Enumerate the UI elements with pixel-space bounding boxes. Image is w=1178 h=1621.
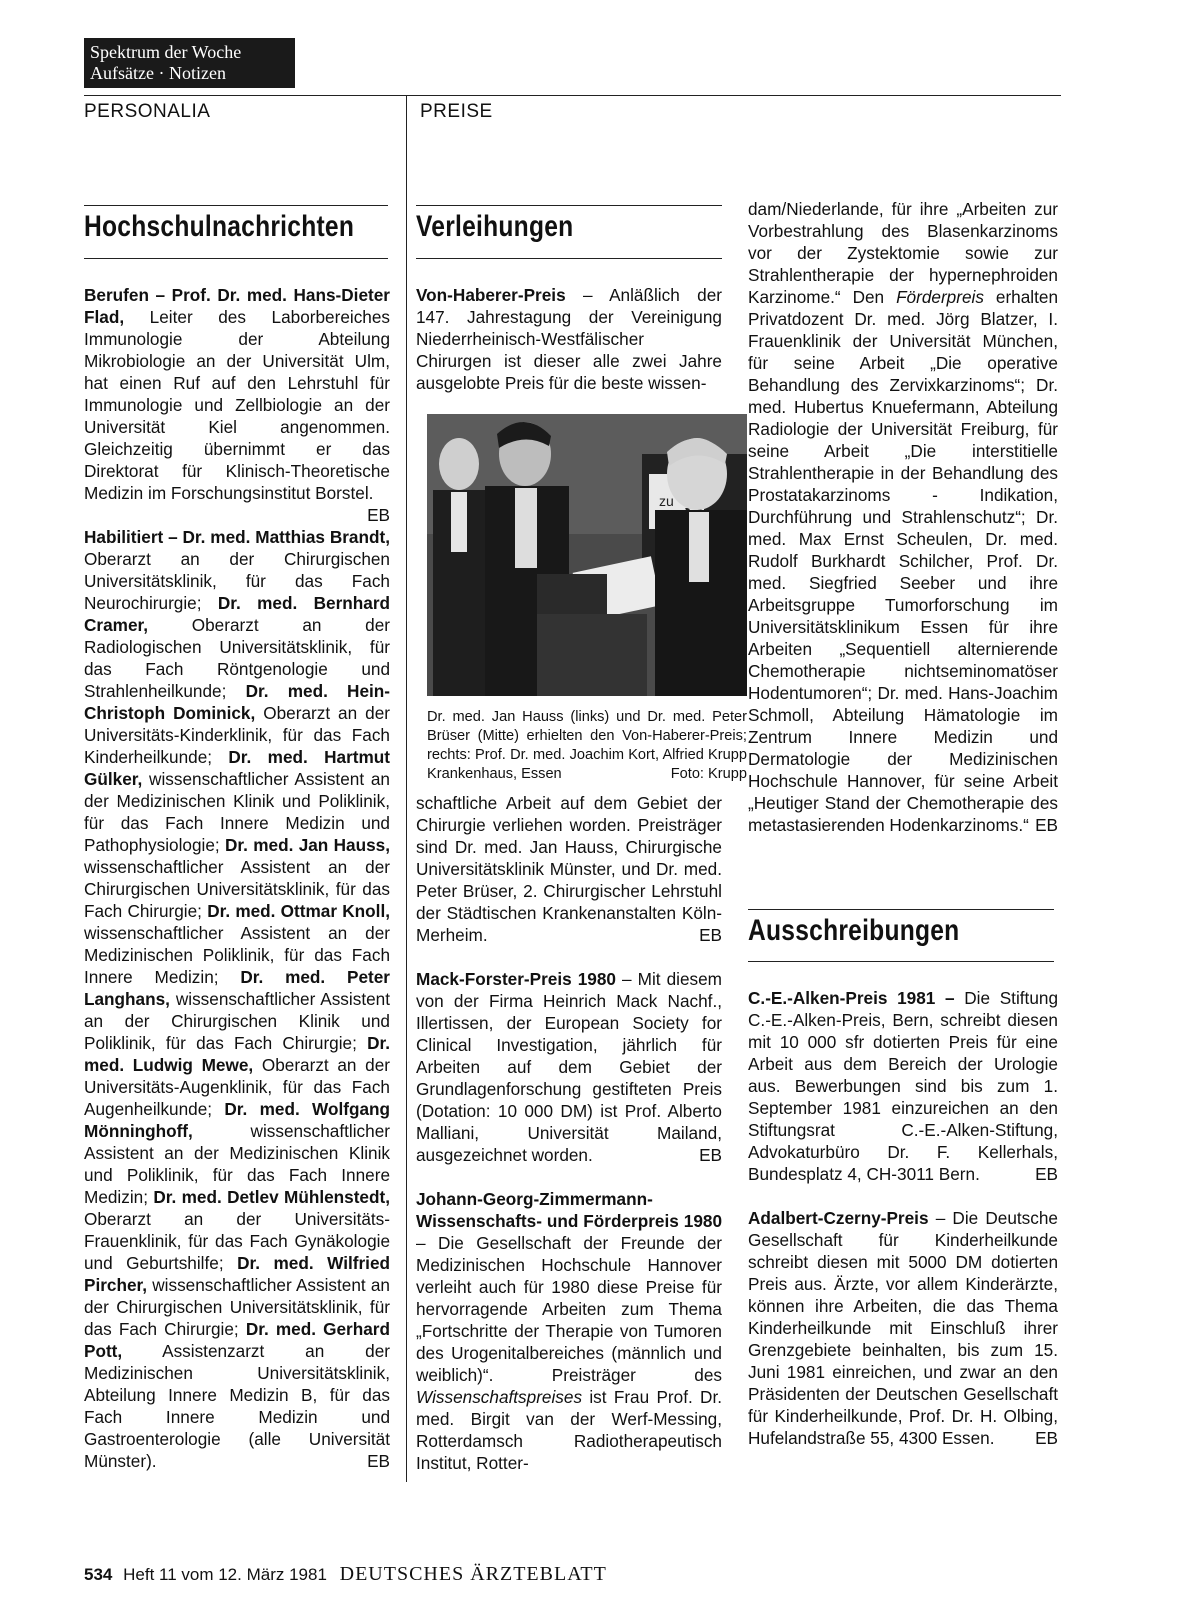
section-label-personalia: PERSONALIA xyxy=(84,101,211,122)
article-berufen xyxy=(84,284,390,525)
body-text: wissenschaftlicher Assistent an der Medizinischen Poliklinik, für das Fach Innere Medizin; xyxy=(84,923,390,987)
header-line-2: Aufsätze · Notizen xyxy=(90,63,226,83)
name-bold: Dr. med. Peter Langhans, xyxy=(84,967,390,1009)
article-body: – Mit diesem von der Firma Heinrich Mack Nachf., Illertissen, der European Society for Clinical Investigation, jährlich für Arbeiten auf dem Gebiet der Grundlagenforschung gestifteten Preis (Dotation: 10 000 DM) ist Prof. Alberto Malliani, Universität Mailand, ausgezeichnet worden. xyxy=(416,969,722,1165)
name-bold: Habilitiert – Dr. med. Matthias Brandt, xyxy=(84,527,390,547)
name-bold: Dr. med. Detlev Mühlenstedt, xyxy=(153,1187,390,1207)
article-alken-preis xyxy=(748,987,1058,1185)
name-bold: Dr. med. Wilfried Pircher, xyxy=(84,1253,390,1295)
caption-text: Dr. med. Jan Hauss (links) und Dr. med. Peter Brüser (Mitte) erhielten den Von-Haberer-Preis; rechts: Prof. Dr. med. Joachim Kort, Alfried Krupp Krankenhaus, Essen xyxy=(427,709,747,782)
body-text: Assistenzarzt an der Medizinischen Universitätsklinik, Abteilung Innere Medizin B, für das Fach Innere Medizin und Gastroenterologie (alle Universität Münster). xyxy=(84,1341,390,1471)
photo-credit: Foto: Krupp xyxy=(670,766,747,782)
body-text: Oberarzt an der Chirurgischen Universitätsklinik, für das Fach Neurochirurgie; xyxy=(84,549,390,613)
rule xyxy=(84,205,388,206)
rule xyxy=(416,258,722,259)
name-bold: Dr. med. Hartmut Gülker, xyxy=(84,747,390,789)
article-body: Die Stiftung C.-E.-Alken-Preis, Bern, schreibt diesen mit 10 000 sfr dotierten Preis für eine Arbeit aus dem Bereich der Urologie aus. Bewerbungen sind bis zum 1. September 1981 einzureichen an den Stiftungsrat C.-E.-Alken-Stiftung, Advokaturbüro Dr. F. Kellerhals, Bundesplatz 4, CH-3011 Bern. xyxy=(748,988,1059,1184)
body-text: wissenschaftlicher Assistent an der Chirurgischen Universitätsklinik, für das Fach Chirurgie; xyxy=(84,857,390,921)
section-title-verleihungen: Verleihungen xyxy=(416,210,574,243)
section-title-ausschreibungen: Ausschreibungen xyxy=(748,914,960,947)
name-bold: Dr. med. Ottmar Knoll, xyxy=(207,901,390,921)
author-initials: EB xyxy=(1035,1428,1058,1448)
article-body: – Anläßlich der 147. Jahrestagung der Vereinigung Niederrheinisch-Westfälischer Chirurgen ist dieser alle zwei Jahre ausgelobte Preis für die beste wissen- xyxy=(416,285,722,393)
name-bold: Dr. med. Jan Hauss, xyxy=(225,835,390,855)
name-bold: Dr. med. Hein-Christoph Dominick, xyxy=(84,681,391,723)
body-text: wissenschaftlicher Assistent an der Chirurgischen Universitätsklinik, für das Fach Chirurgie; xyxy=(84,1275,390,1339)
article-von-haberer-continued xyxy=(416,792,722,946)
name-bold: Dr. med. Wolfgang Mönninghoff, xyxy=(84,1099,390,1141)
article-body: schaftliche Arbeit auf dem Gebiet der Chirurgie verliehen worden. Preisträger sind Dr. med. Jan Hauss, Chirurgische Universitätsklinik Münster, und Dr. med. Peter Brüser, 2. Chirurgischer Lehrstuhl der Städtischen Krankenanstalten Köln-Merheim. xyxy=(416,793,722,945)
rule xyxy=(748,909,1054,910)
author-initials: EB xyxy=(1035,1164,1058,1184)
name-bold: Dr. med. Ludwig Mewe, xyxy=(84,1033,390,1075)
column-preise-continued xyxy=(416,792,722,1474)
page-number: 534 xyxy=(84,1565,113,1584)
body-text: wissenschaftlicher Assistent an der Chirurgischen Klinik und Poliklinik, für das Fach Chirurgie; xyxy=(84,989,390,1053)
photo-caption xyxy=(427,708,747,784)
article-mack-forster xyxy=(416,968,722,1166)
rule xyxy=(748,961,1054,962)
section-label-preise: PREISE xyxy=(420,101,493,122)
article-lead: Mack-Forster-Preis 1980 xyxy=(416,969,616,989)
article-zimmermann-continued xyxy=(748,198,1058,836)
article-body: – Die Gesellschaft der Freunde der Medizinischen Hochschule Hannover verleiht auch für 1980 diese Preise für hervorragende Arbeiten zum Thema „Fortschritte der Therapie von Tumoren des Urogenitalbereiches (männlich und weiblich)“. Preisträger des xyxy=(416,1233,722,1385)
italic-term: Wissenschaftspreises xyxy=(416,1387,583,1407)
article-von-haberer-intro xyxy=(416,284,722,394)
top-rule xyxy=(84,95,1061,96)
author-initials: EB xyxy=(699,1145,722,1165)
rule xyxy=(416,205,722,206)
article-body: dam/Niederlande, für ihre „Arbeiten zur Vorbestrahlung des Blasenkarzinoms vor der Zystektomie sowie zur Strahlentherapie der hypernephroiden Karzinome.“ Den xyxy=(748,199,1058,307)
issue-info: Heft 11 vom 12. März 1981 xyxy=(123,1565,327,1584)
article-body: – Die Deutsche Gesellschaft für Kinderheilkunde schreibt diesen mit 5000 DM dotierten Preis aus. Ärzte, vor allem Kinderärzte, können ihre Arbeiten, die das Thema Kinderheilkunde mit Einschluß ihrer Grenzgebiete beinhalten, bis zum 15. Juni 1981 einreichen, und zwar an den Präsidenten der Deutschen Gesellschaft für Kinderheilkunde, Prof. Dr. H. Olbing, Hufelandstraße 55, 4300 Essen. xyxy=(748,1208,1058,1448)
article-lead: Berufen – Prof. Dr. med. Hans-Dieter Flad, xyxy=(84,285,390,327)
rule xyxy=(84,258,388,259)
italic-term: Förderpreis xyxy=(896,287,984,307)
author-initials: EB xyxy=(699,925,722,945)
body-text: wissenschaftlicher Assistent an der Medizinischen Klinik und Poliklinik, für das Fach Innere Medizin und Pathophysiologie; xyxy=(84,769,390,855)
article-body: Leiter des Laborbereiches Immunologie der Abteilung Mikrobiologie an der Universität Ulm, hat einen Ruf auf den Lehrstuhl für Immunologie und Zellbiologie an der Universität Kiel angenommen. Gleichzeitig übernimmt er das Direktorat für Klinisch-Theoretische Medizin im Forschungsinstitut Borstel. xyxy=(84,307,390,503)
section-title-hochschul: Hochschulnachrichten xyxy=(84,210,355,243)
author-initials: EB xyxy=(367,1451,390,1471)
article-lead: Adalbert-Czerny-Preis xyxy=(748,1208,929,1228)
photo-illustration xyxy=(427,414,747,696)
article-zimmermann xyxy=(416,1188,722,1474)
article-body: erhalten Privatdozent Dr. med. Jörg Blatzer, I. Frauenklinik der Universität München, für seine Arbeit „Die operative Behandlung des Zervixkarzinoms“; Dr. med. Hubertus Knuefermann, Abteilung Radiologie der Universität Freiburg, für seine Arbeit „Die interstitielle Strahlentherapie in der Behandlung des Prostatakarzinoms - Indikation, Durchführung und Strahlenschutz“; Dr. med. Max Ernst Scheulen, Dr. med. Rudolf Burkhardt Schilcher, Prof. Dr. med. Siegfried Seeber und ihre Arbeitsgruppe Tumorforschung im Universitätsklinikum Essen für ihre Arbeiten „Sequentiell alternierende Chemotherapie nichtseminomatöser Hodentumoren“; Dr. med. Hans-Joachim Schmoll, Abteilung Hämatologie im Zentrum Innere Medizin und Dermatologie der Medizinischen Hochschule Hannover, für seine Arbeit „Heutiger Stand der Chemotherapie des metastasierenden Hodenkarzinoms.“ xyxy=(748,287,1059,835)
svg-text:zu: zu xyxy=(659,493,674,509)
article-lead: C.-E.-Alken-Preis 1981 – xyxy=(748,988,955,1008)
author-initials: EB xyxy=(1035,815,1058,835)
column-personalia xyxy=(84,284,390,1472)
article-habilitiert xyxy=(84,526,390,1472)
body-text: Oberarzt an der Universitäts-Frauenklinik, für das Fach Gynäkologie und Geburtshilfe; xyxy=(84,1209,390,1273)
column-ausschreibungen xyxy=(748,987,1058,1449)
column-divider xyxy=(406,95,407,1482)
article-body: ist Frau Prof. Dr. med. Birgit van der Werf-Messing, Rotterdamsch Radiotherapeutisch Institut, Rotter- xyxy=(416,1387,722,1473)
header-line-1: Spektrum der Woche xyxy=(90,42,242,62)
name-bold: Dr. med. Gerhard Pott, xyxy=(84,1319,390,1361)
magazine-name: DEUTSCHES ÄRZTEBLATT xyxy=(339,1563,607,1585)
author-initials: EB xyxy=(367,505,390,525)
award-photo xyxy=(427,414,747,696)
body-text: Oberarzt an der Universitäts-Augenklinik, für das Fach Augenheilkunde; xyxy=(84,1055,390,1119)
name-bold: Dr. med. Bernhard Cramer, xyxy=(84,593,391,635)
page-footer xyxy=(84,1563,607,1586)
body-text: wissenschaftlicher Assistent an der Medizinischen Klinik und Poliklinik, für das Fach Innere Medizin; xyxy=(84,1121,390,1207)
header-box xyxy=(84,38,295,88)
body-text: Oberarzt an der Universitäts-Kinderklinik, für das Fach Kinderheilkunde; xyxy=(84,703,390,767)
article-lead: Johann-Georg-Zimmermann-Wissenschafts- und Förderpreis 1980 xyxy=(416,1189,722,1231)
body-text: Oberarzt an der Radiologischen Universitätsklinik, für das Fach Röntgenologie und Strahlenheilkunde; xyxy=(84,615,390,701)
article-lead: Von-Haberer-Preis xyxy=(416,285,566,305)
article-czerny-preis xyxy=(748,1207,1058,1449)
